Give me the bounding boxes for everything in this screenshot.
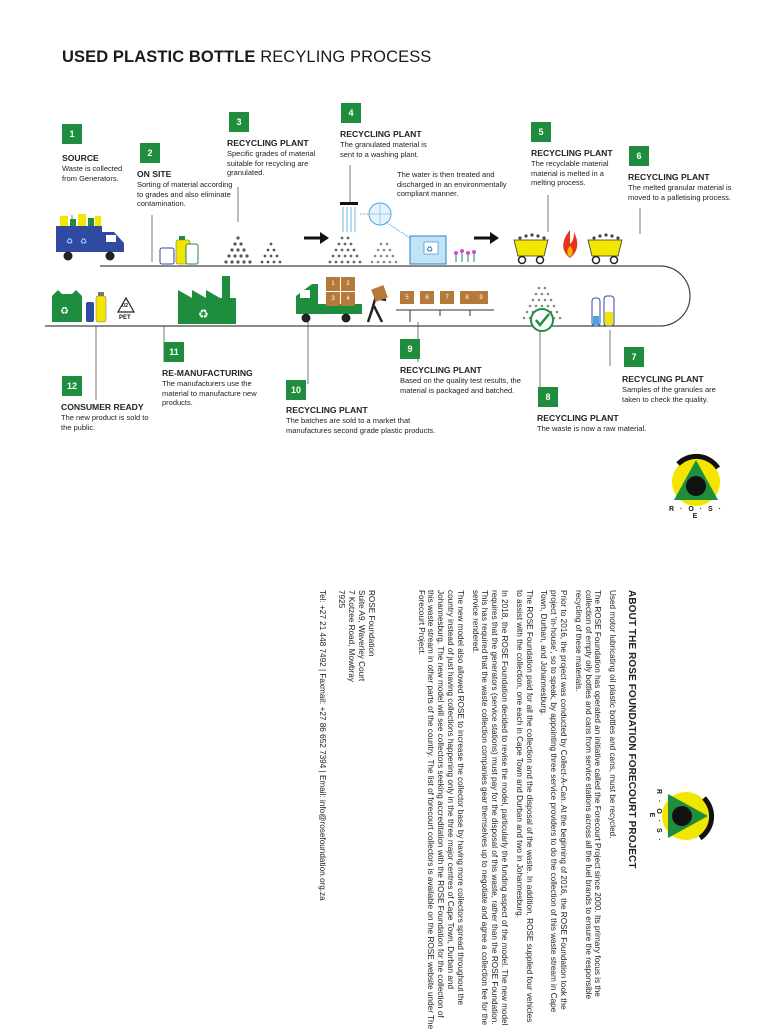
- step-11-text: RE-MANUFACTURING The manufacturers use the material to manufacture new products.: [162, 368, 257, 407]
- step-5-text: RECYCLING PLANT The recyclable material material is melted in a melting process.: [531, 148, 613, 187]
- palletising-cart-icon: [588, 233, 622, 263]
- about-paragraph: The ROSE Foundation has operated an initiative called the Forecourt Project since 2000. Its primary focus is the collection of empty oily bottles and cans from service stations across all the fuel brands to ensure the responsible recycling of these materials.: [573, 590, 603, 1000]
- step-badge-10: 10: [286, 380, 306, 400]
- address-line: 7 Kotzee Road, Mowbray: [347, 590, 357, 682]
- step-badge-4: 4: [341, 103, 361, 123]
- pet-code-label: 02: [122, 303, 129, 309]
- sorted-bottles-icon: [160, 236, 198, 264]
- step-10-text: RECYCLING PLANT The batches are sold to a market that manufactures second grade plastic products.: [286, 405, 436, 435]
- about-paragraph: In 2018, the ROSE Foundation decided to revise the model, particularly the funding aspect of the model. The new model requires that the generators (service stations) must pay for the disposal of this waste, rather than the ROSE Foundation. This has required that the waste collection companies gear themselves up to negotiate and agree a collection fee for the service rendered.: [470, 590, 510, 1026]
- step-4-text: RECYCLING PLANT The granulated material is sent to a washing plant.: [340, 129, 427, 159]
- test-tubes-icon: [592, 296, 614, 326]
- washing-plant-icon: [329, 202, 476, 264]
- step-badge-12: 12: [62, 376, 82, 396]
- step-badge-7: 7: [624, 347, 644, 367]
- step-badge-3: 3: [229, 112, 249, 132]
- svg-text:♻: ♻: [60, 306, 69, 317]
- address-block: [317, 590, 376, 1030]
- address-line: ROSE Foundation: [366, 590, 376, 657]
- step-12-text: CONSUMER READY The new product is sold to the public.: [61, 402, 149, 432]
- rose-logo-letters: R · O · S · E: [669, 506, 723, 520]
- rose-logo: [656, 448, 736, 528]
- flame-icon: [563, 230, 577, 258]
- svg-text:♻: ♻: [426, 245, 434, 254]
- checkmark-icon: [531, 309, 553, 331]
- step-badge-5: 5: [531, 122, 551, 142]
- collection-truck-icon: [56, 214, 124, 261]
- step-badge-11: 11: [164, 342, 184, 362]
- address-line: 7925: [337, 590, 347, 609]
- batch-box: 8: [460, 291, 474, 304]
- batch-line: [396, 310, 494, 322]
- batch-box: 7: [440, 291, 454, 304]
- batch-box: 5: [400, 291, 414, 304]
- step-badge-6: 6: [629, 146, 649, 166]
- svg-text:♻: ♻: [80, 237, 88, 246]
- about-paragraph: Used motor lubricating oil plastic bottles and cans, must be recycled.: [608, 590, 618, 839]
- factory-icon: [178, 276, 236, 324]
- about-paragraph: The ROSE Foundation paid for all the collection and the disposal of the waste. In addition, ROSE supplied four vehicles to assist with the collection, one each in Cape Town and Durban and two in Johannesburg.: [514, 590, 534, 1023]
- rose-logo-rotated: [640, 776, 720, 856]
- address-line: Suite A9, Waverley Court: [357, 590, 367, 682]
- step-6-text: RECYCLING PLANT The melted granular material is moved to a palletising process.: [628, 172, 732, 202]
- step-badge-1: 1: [62, 124, 82, 144]
- svg-text:♻: ♻: [66, 237, 74, 246]
- svg-text:♻: ♻: [198, 307, 209, 321]
- step-badge-8: 8: [538, 387, 558, 407]
- about-section: [317, 590, 636, 1030]
- truck-box: 4: [341, 292, 355, 306]
- step-2-text: ON SITE Sorting of material according to grades and also eliminate contamination.: [137, 169, 233, 208]
- truck-box: 2: [341, 277, 355, 291]
- water-treatment-note: The water is then treated and discharged in an environmentally compliant manner.: [397, 170, 507, 198]
- about-paragraph: The new model also allowed ROSE to increase the collector base by having more collectors spread throughout the country instead of just having collections happening only in the three major centres of Cape Town, Durban and Johannesburg. The new model will see collectors seeking accreditation with the ROSE Foundation for the collection of this waste stream in other parts of the country. The list of forecourt collectors is available on the ROSE website under The Forecourt Project.: [416, 590, 465, 1030]
- contact-line: Tel: +27 21 448 7492 | Faxmail: +27 86 652 7394 | Email: info@rosefoundation.org.za: [317, 590, 327, 901]
- page-title: USED PLASTIC BOTTLE RECYLING PROCESS: [62, 48, 432, 66]
- melting-cart-icon: [514, 233, 548, 263]
- pet-label: PET: [119, 315, 131, 321]
- granules-pile-icon: [224, 236, 281, 263]
- about-heading: ABOUT THE ROSE FOUNDATION FORECOURT PROJECT: [626, 590, 637, 869]
- step-7-text: RECYCLING PLANT Samples of the granules are taken to check the quality.: [622, 374, 716, 404]
- step-1-text: SOURCE Waste is collected from Generators.: [62, 153, 123, 183]
- batch-box: 9: [474, 291, 488, 304]
- step-3-text: RECYCLING PLANT Specific grades of material suitable for recycling are granulated.: [227, 138, 316, 177]
- rose-logo-letters: R · O · S · E: [648, 789, 662, 843]
- step-9-text: RECYCLING PLANT Based on the quality test results, the material is packaged and batched.: [400, 365, 521, 395]
- step-badge-9: 9: [400, 339, 420, 359]
- batch-box: 6: [420, 291, 434, 304]
- about-paragraph: Prior to 2016, the project was conducted by Collect-A-Can. At the beginning of 2016, the ROSE Foundation took the project 'in-house', so to speak, by appointing three service providers to do the collection of this waste stream in Cape Town, Durban, and Johannesburg.: [539, 590, 569, 1013]
- step-8-text: RECYCLING PLANT The waste is now a raw material.: [537, 413, 647, 433]
- step-badge-2: 2: [140, 143, 160, 163]
- truck-box: 3: [326, 292, 340, 306]
- truck-box: 1: [326, 277, 340, 291]
